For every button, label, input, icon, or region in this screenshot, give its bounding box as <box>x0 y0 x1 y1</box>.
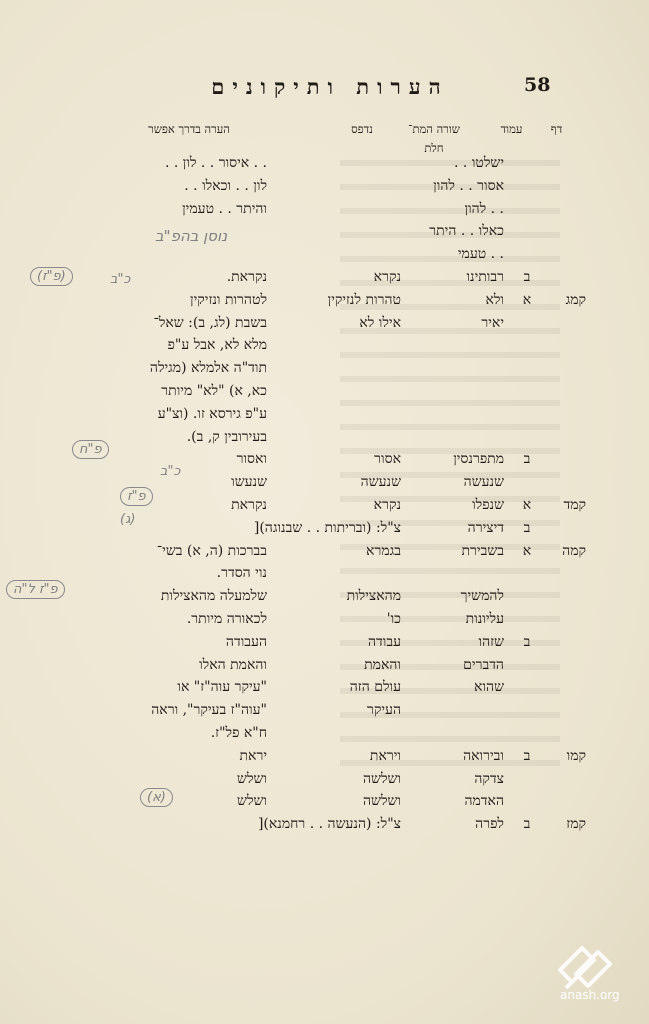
daf-cell: קמו <box>566 747 586 764</box>
handwritten-circled-note: פ"ז <box>120 487 153 506</box>
printed-cell: העיקר <box>366 702 401 719</box>
amud-cell: ב <box>523 747 531 764</box>
note-cell: שלמעלה מהאצילות <box>160 588 267 605</box>
correct-line-cell: כאלו . . היתר <box>429 223 504 240</box>
correct-line-cell: ישלטו . . <box>454 155 504 171</box>
table-row <box>0 812 649 836</box>
table-row <box>0 539 649 563</box>
correct-line-cell: שזהו <box>478 633 504 650</box>
printed-cell: ושלשה <box>362 793 401 810</box>
handwritten-circled-note: פ"ח <box>72 440 109 459</box>
column-header-correct-line: שורה המת־ חלת <box>408 122 460 155</box>
table-row <box>0 265 649 289</box>
daf-cell: קמז <box>566 816 586 833</box>
table-row <box>0 653 649 677</box>
correct-line-cell: אסור . . להון <box>433 177 504 194</box>
amud-cell: ב <box>523 451 531 468</box>
table-row <box>0 470 649 494</box>
note-cell: נקראת. <box>226 269 267 285</box>
printed-cell: בגמרא <box>366 542 401 559</box>
printed-cell: ויראת <box>369 747 401 764</box>
printed-cell: צ"ל: (הנעשה . . רחמנא)[ <box>257 816 401 833</box>
note-cell: יראת <box>239 747 267 764</box>
table-row <box>0 197 649 221</box>
note-cell: תוד"ה אלמלא (מגילה <box>149 360 267 377</box>
amud-cell: ב <box>523 633 531 650</box>
note-cell: כא, א) "לא" מיותר <box>161 383 267 399</box>
table-row <box>0 402 649 426</box>
table-row <box>0 333 649 357</box>
table-row <box>0 516 649 540</box>
note-cell: לון . . וכאלו . . <box>184 177 267 194</box>
table-row <box>0 311 649 335</box>
correct-line-cell: ולא <box>485 291 504 308</box>
printed-cell: טהרות לנזיקין <box>327 291 401 308</box>
correct-line-cell: להמשיך <box>460 588 504 605</box>
table-row <box>0 698 649 722</box>
page-title: הערות ותיקונים <box>211 74 449 99</box>
table-row <box>0 174 649 198</box>
printed-cell: שנעשה <box>360 474 401 491</box>
correct-line-cell: האדמה <box>464 793 504 810</box>
table-row <box>0 242 649 266</box>
amud-cell: א <box>522 542 532 559</box>
table-row <box>0 675 649 699</box>
amud-cell: ב <box>523 816 531 833</box>
correct-line-cell: . . טעמי <box>457 246 504 263</box>
daf-cell: קמג <box>565 291 586 308</box>
note-cell: "עוה"ז בעיקר", וראה <box>151 702 267 719</box>
printed-cell: ושלשה <box>362 770 401 787</box>
handwritten-note: כ"ב <box>160 464 181 479</box>
page-number: 58 <box>524 74 551 96</box>
column-header-daf: דף <box>550 122 563 136</box>
table-row <box>0 789 649 813</box>
note-cell: נוי הסדר. <box>216 565 267 582</box>
printed-cell: עבודה <box>367 633 401 650</box>
correct-line-cell: יאיר <box>481 314 504 331</box>
printed-cell: אילו לא <box>359 314 401 331</box>
handwritten-circled-note: (פ"ז) <box>30 267 73 286</box>
column-header-amud: עמוד <box>500 122 523 136</box>
note-cell: מלא לא, אבל ע"פ <box>167 337 267 354</box>
note-cell: ע"פ גירסא זו. (וצ"ע <box>157 405 267 422</box>
correct-line-cell: שנפלו <box>472 497 504 513</box>
amud-cell: א <box>522 291 532 308</box>
table-row <box>0 219 649 243</box>
daf-cell: קמד <box>563 497 586 513</box>
note-cell: בברכות (ה, א) בשי־ <box>156 542 267 559</box>
table-row <box>0 584 649 608</box>
table-row <box>0 767 649 791</box>
table-row <box>0 379 649 403</box>
watermark-text: anash.org <box>560 988 620 1002</box>
note-cell: והאמת האלו <box>199 656 267 673</box>
correct-line-cell: שנעשה <box>463 474 504 491</box>
printed-cell: כו' <box>386 611 401 627</box>
table-row <box>0 356 649 380</box>
handwritten-circled-note: (א) <box>140 788 173 807</box>
handwritten-note: כ"ב <box>110 272 131 287</box>
correct-line-cell: דיצירה <box>467 519 504 536</box>
daf-cell: קמה <box>562 542 586 559</box>
table-row <box>0 493 649 517</box>
handwritten-note: (ג) <box>120 512 136 527</box>
amud-cell: ב <box>523 269 531 285</box>
note-cell: לטהרות ונזיקין <box>190 291 267 308</box>
table-row <box>0 607 649 631</box>
amud-cell: א <box>522 497 532 513</box>
column-header-note: הערה בדרך אפשר <box>148 122 230 136</box>
note-cell: ושלש <box>237 793 267 810</box>
handwritten-note: נוסן בהפ"ב <box>155 227 228 245</box>
table-row <box>0 561 649 585</box>
correct-line-cell: ובירואה <box>463 747 504 764</box>
correct-line-cell: רבותינו <box>466 269 504 285</box>
correct-line-cell: לפרה <box>475 816 504 833</box>
correct-line-cell: בשבירת <box>461 542 504 559</box>
table-row <box>0 721 649 745</box>
correct-line-cell: . . להון <box>464 200 504 217</box>
note-cell: בעירובין ק, ב). <box>186 428 267 445</box>
handwritten-circled-note: פ"ז ל"ה <box>6 580 65 599</box>
note-cell: שנעשו <box>231 474 267 491</box>
table-row <box>0 288 649 312</box>
correct-line-cell: צדקה <box>474 770 504 787</box>
note-cell: והיתר . . טעמין <box>182 200 267 217</box>
correct-line-cell: הדברים <box>463 656 504 673</box>
note-cell: ושלש <box>237 770 267 787</box>
note-cell: . . איסור . . לון . . <box>164 155 267 171</box>
printed-cell: עולם הזה <box>349 679 401 696</box>
printed-cell: אסור <box>374 451 401 468</box>
table-row <box>0 630 649 654</box>
amud-cell: ב <box>523 519 531 536</box>
note-cell: "עיקר עוה"ז" או <box>177 679 267 696</box>
note-cell: לכאורה מיותר. <box>186 611 267 627</box>
printed-cell: נקרא <box>373 497 401 513</box>
note-cell: ח"א פל"ז. <box>210 725 267 741</box>
printed-cell: נקרא <box>373 269 401 285</box>
note-cell: בשבת (לג, ב): שאל־ <box>153 314 267 331</box>
correct-line-cell: שהוא <box>474 679 504 696</box>
correct-line-cell: עליונות <box>465 611 504 627</box>
note-cell: נקראת <box>231 497 267 513</box>
table-row <box>0 744 649 768</box>
printed-cell: והאמת <box>364 656 401 673</box>
printed-cell: מהאצילות <box>346 588 401 605</box>
printed-cell: צ"ל: (ובריתות . . שבנוגה)[ <box>253 519 401 536</box>
correct-line-cell: מתפרנסין <box>453 451 504 468</box>
note-cell: העבודה <box>225 633 267 650</box>
table-row <box>0 151 649 175</box>
column-header-printed: נדפס <box>351 122 373 136</box>
note-cell: ואסור <box>236 451 267 468</box>
